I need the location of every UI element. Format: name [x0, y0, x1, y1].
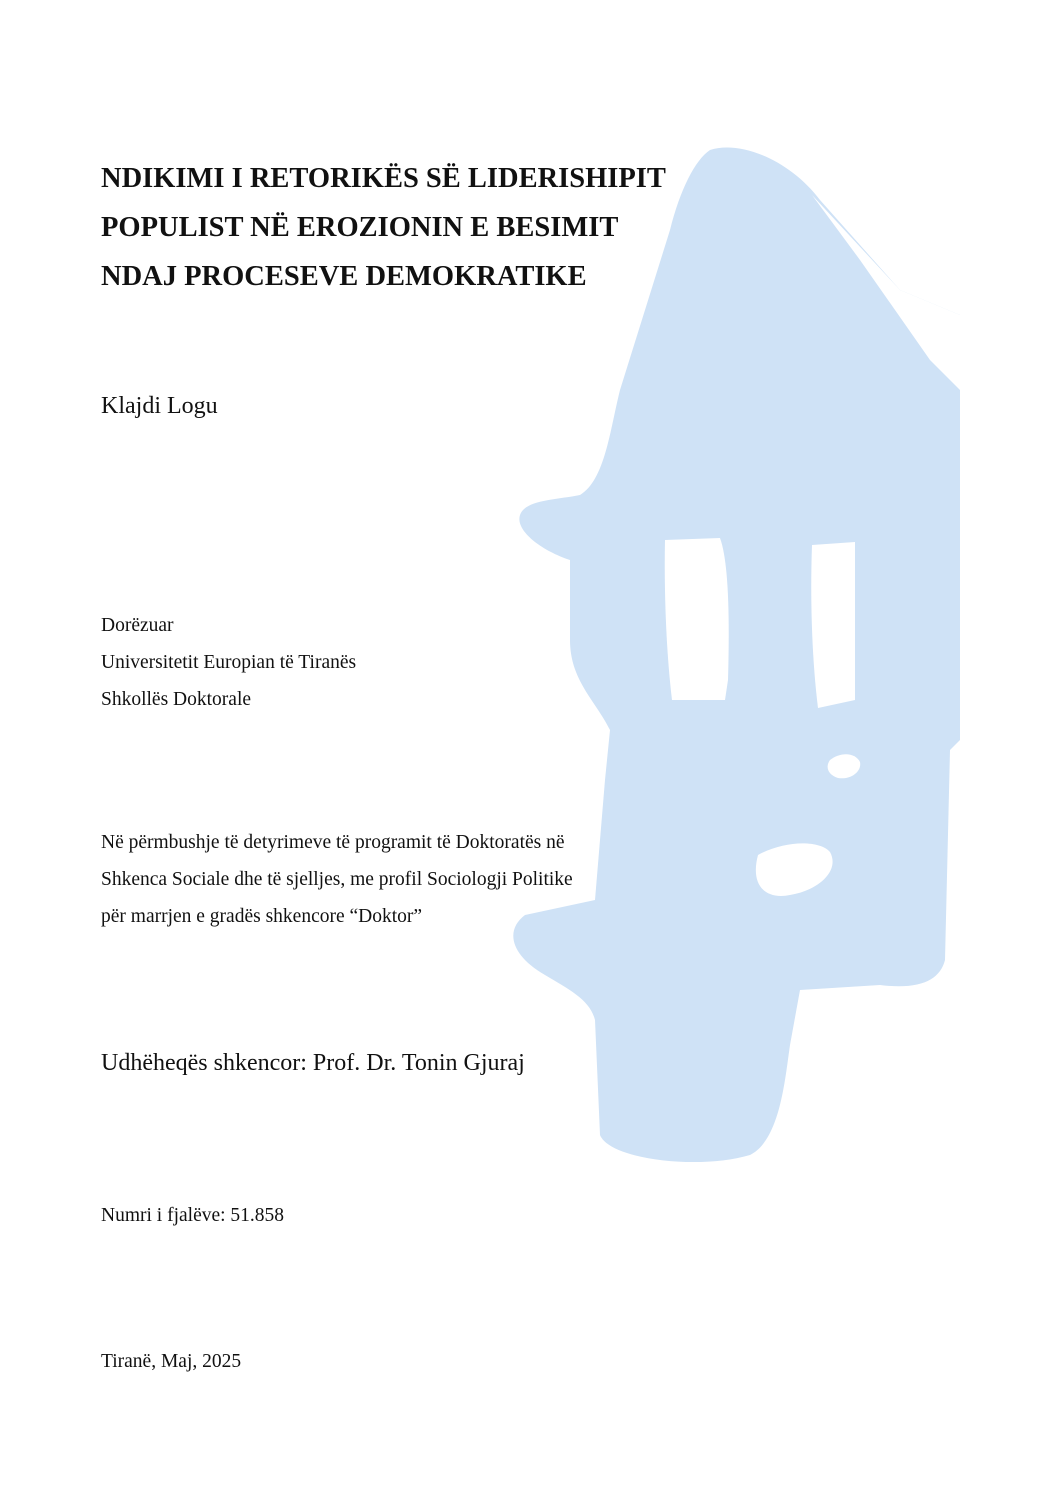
- scientific-supervisor: Udhëheqës shkencor: Prof. Dr. Tonin Gjuraj: [101, 1050, 525, 1076]
- submission-block: [101, 607, 356, 718]
- word-count: Numri i fjalëve: 51.858: [101, 1205, 285, 1226]
- statement-line: për marrjen e gradës shkencore “Doktor”: [101, 906, 423, 927]
- title-line: NDIKIMI I RETORIKËS SË LIDERISHIPIT: [101, 163, 666, 194]
- title-line: POPULIST NË EROZIONIN E BESIMIT: [101, 212, 619, 243]
- submission-line: Shkollës Doktorale: [101, 689, 252, 710]
- statement-line: Në përmbushje të detyrimeve të programit të Doktoratës në: [101, 832, 565, 853]
- submission-line: Dorëzuar: [101, 615, 174, 636]
- thesis-title: [101, 154, 666, 301]
- degree-fulfillment-statement: [101, 824, 573, 935]
- statement-line: Shkenca Sociale dhe të sjelljes, me profil Sociologji Politike: [101, 869, 573, 890]
- title-line: NDAJ PROCESEVE DEMOKRATIKE: [101, 261, 587, 292]
- submission-line: Universitetit Europian të Tiranës: [101, 652, 357, 673]
- place-and-date: Tiranë, Maj, 2025: [101, 1351, 242, 1372]
- cover-content: [101, 0, 721, 1497]
- author-name: Klajdi Logu: [101, 393, 218, 419]
